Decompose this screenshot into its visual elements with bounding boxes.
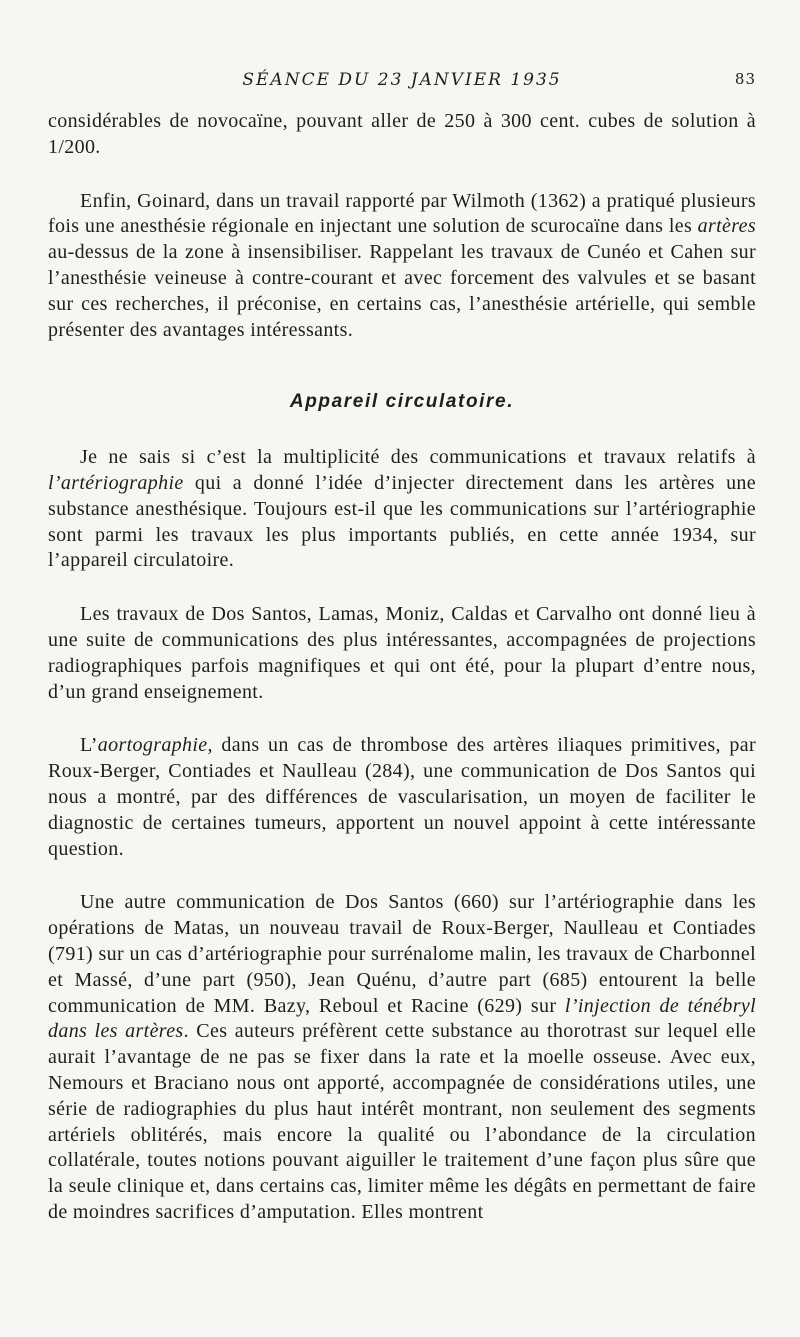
emphasis-text: aortographie — [97, 734, 208, 757]
paragraph-text: L’ — [80, 734, 98, 757]
paragraph-goinard — [48, 189, 756, 344]
paragraph-text: . Ces auteurs préfèrent cette substance au thorotrast sur lequel elle aurait l’avantage de ne pas se fixer dans la rate et la moelle osseuse. Avec eux, Nemours et Braciano nous ont apporté, accompagnée de considérations utiles, une série de radiographies du plus haut intérêt montrant, non seulement des segments artériels oblitérés, mais encore la qualité ou l’abondance de la circulation collatérale, toutes notions pouvant aiguiller le traitement d’une façon plus sûre que la seule clinique et, dans certains cas, limiter même les dégâts en permettant de faire de moindres sacrifices d’amputation. Elles montrent — [48, 1020, 756, 1223]
paragraph-text: Enfin, Goinard, dans un travail rapporté par Wilmoth (1362) a pratiqué plusieurs fois une anesthésie régionale en injectant une solution de scurocaïne dans les — [48, 189, 756, 238]
emphasis-text: l’injection de ténébryl dans les artères — [48, 994, 756, 1043]
paragraph-text: , dans un cas de thrombose des artères iliaques primitives, par Roux-Berger, Contiades et Naulleau (284), une communication de Dos Santos qui nous a montré, par des différences de vascularisation, un moyen de faciliter le diagnostic de certaines tumeurs, apportent un nouvel appoint à cette intéressante question. — [48, 734, 756, 860]
paragraph-text: Je ne sais si c’est la multiplicité des communications et travaux relatifs à — [80, 446, 756, 469]
emphasis-text: l’artériographie — [48, 471, 184, 494]
running-title: SÉANCE DU 23 JANVIER 1935 — [242, 70, 562, 90]
page-number: 83 — [734, 70, 756, 88]
section-heading: Appareil circulatoire. — [289, 391, 515, 413]
body-text — [48, 109, 756, 1226]
paragraph-text: au-dessus de la zone à insensibiliser. Rappelant les travaux de Cunéo et Cahen sur l’anesthésie veineuse à contre-courant et avec forcement des valvules et se basant sur ces recherches, il préconise, en certains cas, l’anesthésie artérielle, qui semble présenter des avantages intéressants. — [48, 241, 756, 341]
emphasis-text: artères — [697, 215, 756, 238]
paragraph-text: qui a donné l’idée d’injecter directement dans les artères une substance anesthésique. Toujours est-il que les communications sur l’artériographie sont parmi les travaux les plus importants publiés, en cette année 1934, sur l’appareil circulatoire. — [48, 471, 756, 572]
paragraph-arteriographie — [48, 445, 756, 574]
paragraph-continuation: considérables de novocaïne, pouvant aller de 250 à 300 cent. cubes de solution à 1/200. — [48, 110, 756, 158]
paragraph-dos-santos: Les travaux de Dos Santos, Lamas, Moniz, Caldas et Carvalho ont donné lieu à une suite de communications des plus intéressantes, accompagnées de projections radiographiques parfois magnifiques et qui ont été, pour la plupart d’entre nous, d’un grand enseignement. — [48, 603, 756, 703]
running-header — [48, 70, 756, 96]
paragraph-tenebryl — [48, 890, 756, 1225]
paragraph-aortographie — [48, 733, 756, 862]
paragraph-text: Une autre communication de Dos Santos (660) sur l’artériographie dans les opérations de Matas, un nouveau travail de Roux-Berger, Naulleau et Contiades (791) sur un cas d’artériographie pour surrénalome malin, les travaux de Charbonnel et Massé, d’une part (950), Jean Quénu, d’autre part (685) entourent la belle communication de MM. Bazy, Reboul et Racine (629) sur — [48, 891, 756, 1017]
